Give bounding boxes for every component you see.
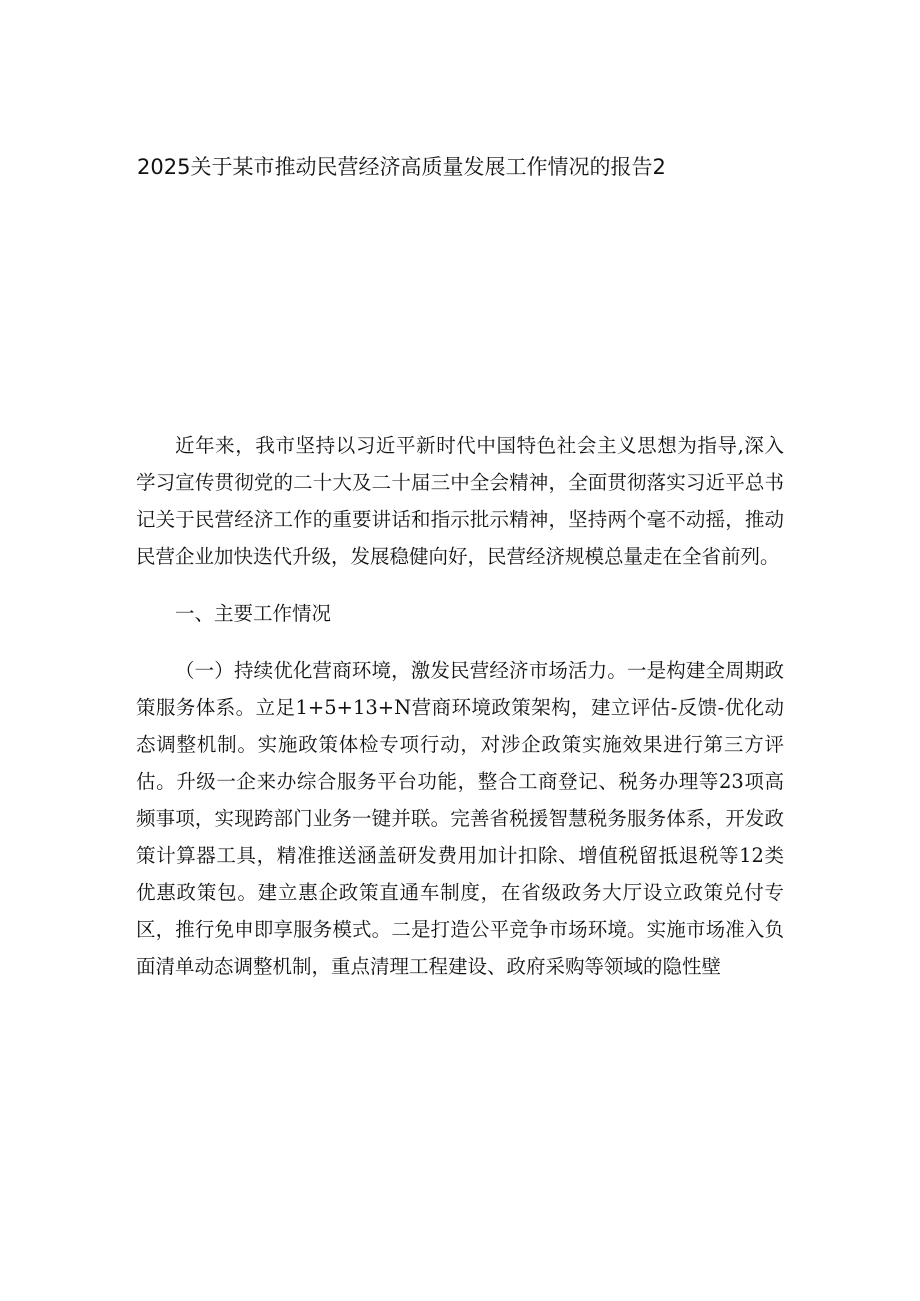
intro-paragraph: 近年来，我市坚持以习近平新时代中国特色社会主义思想为指导,深入学习宣传贯彻党的二十大及二十届三中全会精神，全面贯彻落实习近平总书记关于民营经济工作的重要讲话和指示批示精神，坚持两个毫不动摇，推动民营企业加快迭代升级，发展稳健向好，民营经济规模总量走在全省前列。 [136, 434, 784, 568]
document-body [136, 427, 784, 1005]
document-title: 2025关于某市推动民营经济高质量发展工作情况的报告2 [137, 155, 666, 179]
section-heading: 一、主要工作情况 [175, 602, 332, 625]
section-paragraph: （一）持续优化营商环境，激发民营经济市场活力。一是构建全周期政策服务体系。立足1+5+13+N营商环境政策架构，建立评估-反馈-优化动态调整机制。实施政策体检专项行动，对涉企政策实施效果进行第三方评估。升级一企来办综合服务平台功能，整合工商登记、税务办理等23项高频事项，实现跨部门业务一键并联。完善省税援智慧税务服务体系，开发政策计算器工具，精准推送涵盖研发费用加计扣除、增值税留抵退税等12类优惠政策包。建立惠企政策直通车制度，在省级政务大厅设立政策兑付专区，推行免申即享服务模式。二是打造公平竞争市场环境。实施市场准入负面清单动态调整机制，重点清理工程建设、政府采购等领域的隐性壁 [136, 659, 784, 978]
